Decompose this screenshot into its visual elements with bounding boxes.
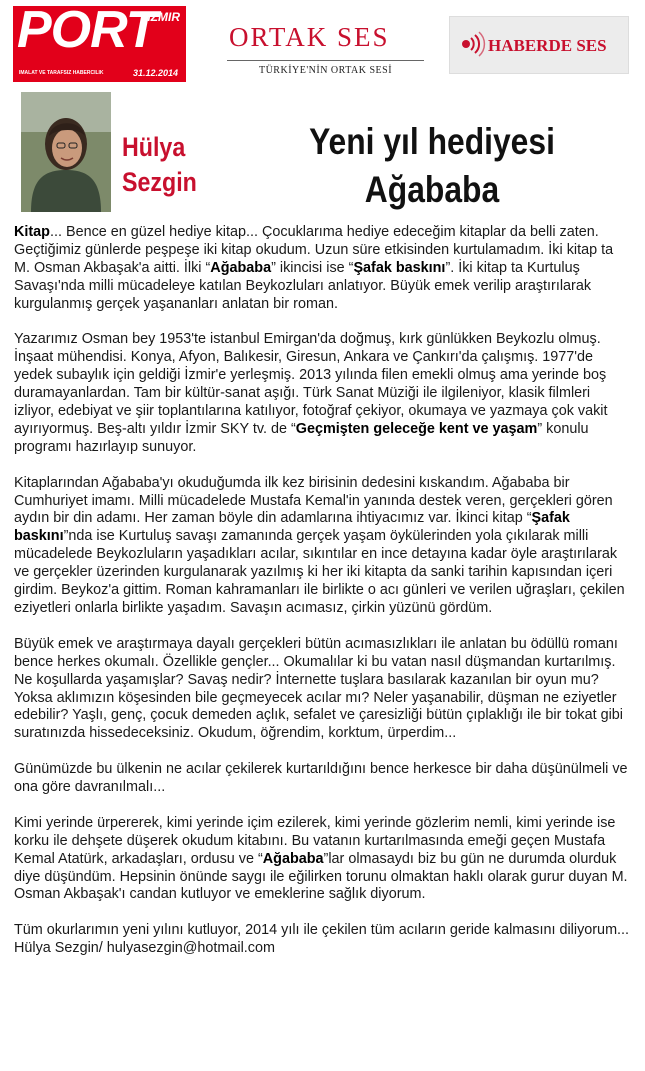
paragraph-text: Günümüzde bu ülkenin ne acılar çekilerek kurtarıldığını bence herkesce bir daha düşünülmeli ve ona göre davranılmalı... — [14, 761, 628, 796]
paragraph-text: Büyük emek ve araştırmaya dayalı gerçekleri bütün acımasızlıkları ile anlatan bu ödüllü romanı bence herkes okumalı. Özellikle gençler... Okumalılar ki bu vatan nasıl düşmandan kurtarılmış. Ne koşullarda yaşamışlar? Savaş nedir? İnternette tuşlara basılarak kazanılan bir oyun mu? Yoksa aklımızın köşesinden bile geçmeyecek acılar mı? Neler yaşanabilir, düşman ne eziyetler edebilir? Yaşlı, genç, çocuk demeden açlık, sefalet ve çaresizliği bütün çıplaklığı ile bir tokat gibi suratınızda hissedeceksiniz. Okudum, öğrendim, korktum, ürperdim... — [14, 635, 623, 742]
author-photo — [21, 92, 111, 212]
ortak-ses-logo — [223, 12, 428, 80]
paragraph-text: ”lar olmasaydı biz bu gün ne durumda olurduk diye düşündüm. Hepsinin önünde saygı ile eğilirken torunu olmaktan haklı olarak gurur duyan M. Osman Akbaşak'ı candan kutluyor ve emeklerine sağlık diyorum. — [14, 850, 628, 903]
paragraph-text: Kimi yerinde ürpererek, kimi yerinde içim ezilerek, kimi yerinde gözlerim nemli, kimi yerinde ise korku ile dehşete düşerek okudum kitabını. Bu vatanın kurtarılmasında emeği geçen Mustafa Kemal Atatürk, arkadaşları, ordusu ve “ — [14, 814, 616, 867]
port-izmir-logo — [13, 6, 186, 82]
paragraph-text: ... Bence en güzel hediye kitap... Çocuklarıma hediye edeceğim kitaplar da belli zaten. Geçtiğimiz günlerde peşpeşe iki kitap okudum. Uzun süre etkisinden kurtulamadım. İki kitap ta M. Osman Akbaşak'a aitti. İlki “ — [14, 224, 614, 276]
ortak-ses-divider — [227, 60, 424, 61]
article-paragraph — [14, 761, 631, 797]
paragraph-text: ” ikincisi ise “ — [271, 259, 354, 276]
article-paragraph — [14, 224, 631, 314]
bold-text: Kitap — [14, 224, 50, 240]
article-title — [286, 118, 578, 214]
port-logo-slogan: IMALAT VE TARAFSIZ HABERCILIK — [19, 70, 104, 76]
broadcast-icon — [456, 29, 486, 59]
haberde-ses-logo — [449, 16, 629, 74]
paragraph-text: Kitaplarından Ağababa'yı okuduğumda ilk kez birisinin dedesini kıskandım. Ağababa bir Cumhuriyet imamı. Milli mücadelede Mustafa Kemal'in yanında destek veren, gerçekleri gören aydın bir din adamı. Her zaman böyle din adamlarına ihtiyacımız var. İkinci kitap “ — [14, 474, 613, 527]
ortak-ses-name: ORTAK SES — [229, 22, 390, 52]
bold-text: Şafak baskını — [14, 510, 570, 545]
bold-text: Ağababa — [210, 259, 272, 276]
article-paragraph — [14, 922, 631, 958]
article-title-line2: Ağababa — [364, 169, 500, 210]
bold-text: Geçmişten geleceğe kent ve yaşam — [295, 420, 538, 437]
article-paragraph — [14, 475, 631, 618]
article-title-line1: Yeni yıl hediyesi — [309, 121, 555, 162]
author-name — [122, 130, 217, 200]
article-body — [14, 224, 631, 958]
paragraph-text: Yazarımız Osman bey 1953'te istanbul Emirgan'da doğmuş, kırk günlükken Beykozlu olmuş. İnşaat mühendisi. Konya, Afyon, Balıkesir, Giresun, Ankara ve Çankırı'da çalışmış. 1977'de yedek subaylık için geldiği İzmir'e yerleşmiş. 2013 yılında filen emekli olmuş ama yerinde boş duramayanlardan. Tam bir kültür-sanat aşığı. Türk Sanat Müziği ile ilgileniyor, klasik filmleri izliyor, edebiyat ve şiir toplantılarına katılıyor, fotoğraf çekiyor, okumaya ve yazmaya çok vakit ayırıyormuş. Beş-altı yıldır İzmir SKY tv. de “ — [14, 331, 608, 437]
author-portrait-icon — [21, 92, 111, 212]
paragraph-text: Hülya Sezgin/ hulyasezgin@hotmail.com — [14, 940, 275, 957]
author-first-name: Hülya — [122, 132, 186, 162]
haberde-ses-name: HABERDE SES — [488, 36, 607, 55]
paragraph-text: ”nda ise Kurtuluş savaşı zamanında gerçek yaşam öykülerinden yola çıkılarak milli mücadelede Beykozluların yaşadıkları acılar, sıkıntılar en ince detayına kadar öyle araştırılarak ve gerçekler üzerinden kurgulanarak yazılmış ki her iki kitapta da sanki tarihin kapısından içeri girdim. Beykoz'a gittim. Roman kahramanları ile birlikte o acı günleri ve verilen uğraşları, çekilen eziyetleri onlarla birlikte yaşadım. Savaşın acımasız, çirkin yüzünü gördüm. — [14, 528, 625, 616]
article-paragraph — [14, 636, 631, 743]
author-last-name: Sezgin — [122, 167, 197, 197]
bold-text: Şafak baskını — [353, 259, 446, 276]
port-logo-brand: PORT — [17, 6, 157, 59]
article-paragraph — [14, 815, 631, 905]
paragraph-text: ” konulu programı hazırlayıp sunuyor. — [14, 420, 589, 455]
article-paragraph — [14, 331, 631, 456]
port-logo-city: IZMIR — [147, 10, 180, 24]
port-logo-date: 31.12.2014 — [132, 68, 178, 78]
paragraph-text: ”. İki kitap ta Kurtuluş Savaşı'nda milli mücadeleye katılan Beykozluları anlatıyor. Büyük emek verilip araştırılarak kurgulanmış gerçek yaşananları anlatan bir roman. — [14, 259, 592, 312]
paragraph-text: Tüm okurlarımın yeni yılını kutluyor, 2014 yılı ile çekilen tüm acıların geride kalmasını diliyorum... — [14, 922, 630, 939]
bold-text: Ağababa — [262, 850, 324, 867]
ortak-ses-tagline: TÜRKİYE'NİN ORTAK SESİ — [258, 65, 393, 76]
